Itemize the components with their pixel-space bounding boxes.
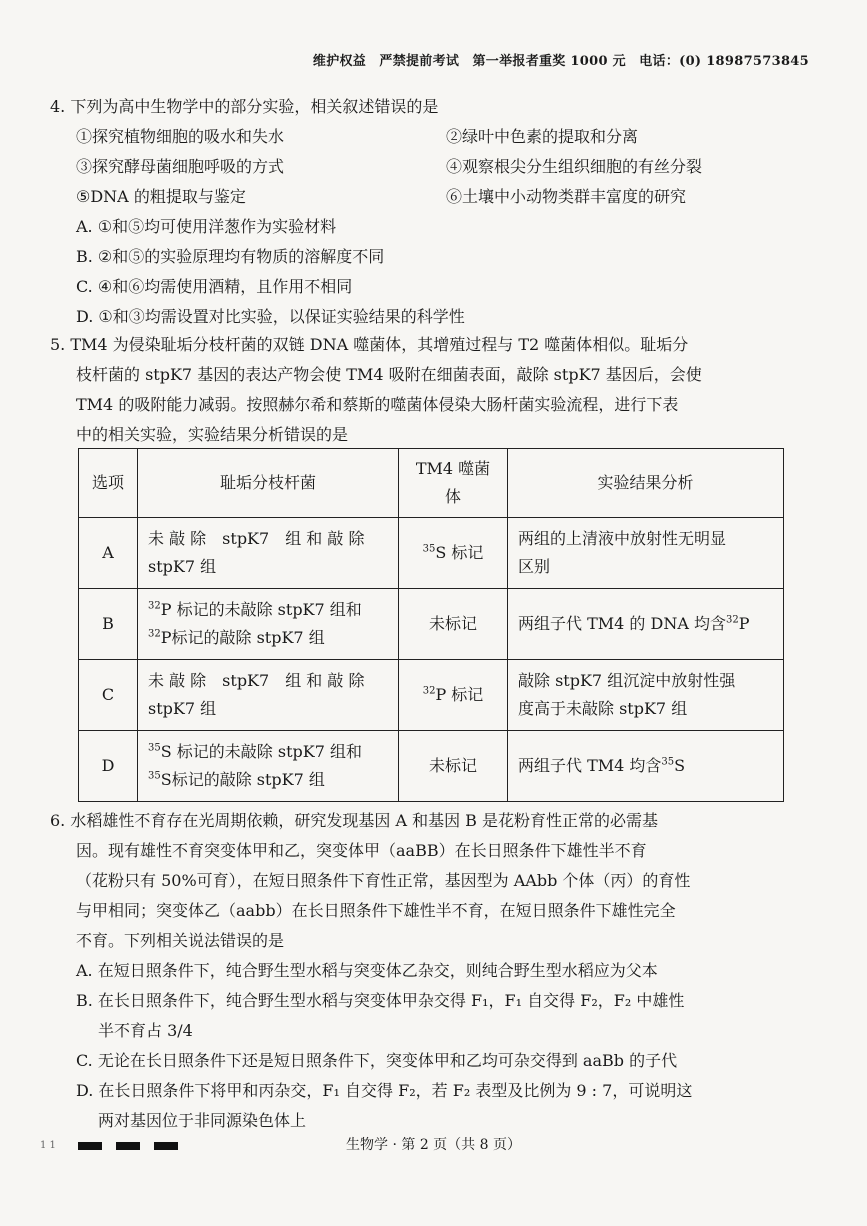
q5-table (78, 448, 784, 802)
table-row (79, 660, 784, 731)
isotope-mass: 35 (148, 770, 161, 782)
row-option: C (79, 660, 138, 731)
isotope-mass: 32 (148, 600, 161, 612)
page-number: 生物学 · 第 2 页（共 8 页） (346, 1137, 521, 1153)
isotope-mass: 32 (725, 614, 739, 626)
bacteria-text: P 标记的未敲除 stpK7 组和 (160, 600, 362, 619)
q5-line-2: 枝杆菌的 stpK7 基因的表达产物会使 TM4 吸附在细菌表面，敲除 stpK7 基因后，会使 (76, 365, 702, 384)
q6-line-1: 6. 水稻雄性不育存在光周期依赖，研究发现基因 A 和基因 B 是花粉育性正常的必需基 (50, 811, 659, 830)
row-analysis (508, 660, 784, 731)
page-footer (0, 1134, 867, 1154)
analysis-line: 敲除 stpK7 组沉淀中放射性强 (518, 671, 736, 690)
row-option: D (79, 731, 138, 802)
analysis-line: 两组的上清液中放射性无明显 (518, 529, 727, 548)
q6-option-d-cont: 两对基因位于非同源染色体上 (98, 1111, 307, 1130)
q5-line-1: 5. TM4 为侵染耻垢分枝杆菌的双链 DNA 噬菌体，其增殖过程与 T2 噬菌体相似。耻垢分 (50, 335, 689, 354)
q4-option-b: B. ②和⑤的实验原理均有物质的溶解度不同 (76, 247, 385, 266)
q4-item-6: ⑥土壤中小动物类群丰富度的研究 (446, 187, 687, 206)
q4-option-c: C. ④和⑥均需使用酒精，且作用不相同 (76, 277, 353, 296)
row-phage (399, 660, 508, 731)
bacteria-line: stpK7 组 (148, 699, 217, 718)
row-phage (399, 518, 508, 589)
q6-line-5: 不育。下列相关说法错误的是 (76, 931, 285, 950)
analysis-line: 度高于未敲除 stpK7 组 (518, 699, 688, 718)
table-row (79, 518, 784, 589)
question-5 (50, 330, 810, 450)
row-bacteria (138, 731, 399, 802)
question-6 (50, 806, 810, 1136)
q4-item-3: ③探究酵母菌细胞呼吸的方式 (76, 157, 285, 176)
row-option: A (79, 518, 138, 589)
row-bacteria (138, 589, 399, 660)
table-header-row (79, 449, 784, 518)
bacteria-line: 未 敲 除 stpK7 组 和 敲 除 (148, 529, 365, 548)
q6-option-a: A. 在短日照条件下，纯合野生型水稻与突变体乙杂交，则纯合野生型水稻应为父本 (76, 961, 658, 980)
th-phage: TM4 噬菌体 (399, 449, 508, 518)
q4-item-5: ⑤DNA 的粗提取与鉴定 (76, 187, 246, 206)
q4-option-a: A. ①和⑤均可使用洋葱作为实验材料 (76, 217, 337, 236)
row-phage: 未标记 (399, 589, 508, 660)
row-bacteria (138, 518, 399, 589)
bacteria-line: 未 敲 除 stpK7 组 和 敲 除 (148, 671, 365, 690)
bacteria-line (148, 596, 388, 624)
q4-item-1: ①探究植物细胞的吸水和失水 (76, 127, 285, 146)
q4-item-2: ②绿叶中色素的提取和分离 (446, 127, 639, 146)
row-bacteria (138, 660, 399, 731)
analysis-line: 区别 (518, 557, 551, 576)
q6-option-b-cont: 半不育占 3/4 (98, 1021, 193, 1040)
bacteria-line (148, 624, 388, 652)
isotope-mass: 35 (422, 543, 436, 555)
bacteria-text: P标记的敲除 stpK7 组 (160, 628, 325, 647)
th-option: 选项 (79, 449, 138, 518)
q6-line-4: 与甲相同；突变体乙（aabb）在长日照条件下雄性半不育，在短日照条件下雄性完全 (76, 901, 676, 920)
q5-line-3: TM4 的吸附能力减弱。按照赫尔希和蔡斯的噬菌体侵染大肠杆菌实验流程，进行下表 (76, 395, 679, 414)
th-bacteria: 耻垢分枝杆菌 (138, 449, 399, 518)
bacteria-line (148, 738, 388, 766)
q6-line-3: （花粉只有 50%可育），在短日照条件下育性正常，基因型为 AAbb 个体（丙）的育性 (76, 871, 691, 890)
footer-dots: 1 1 (40, 1140, 56, 1151)
row-option: B (79, 589, 138, 660)
analysis-text: 两组子代 TM4 的 DNA 均含 (518, 614, 726, 633)
row-analysis (508, 589, 784, 660)
q5-line-4: 中的相关实验，实验结果分析错误的是 (76, 425, 349, 444)
isotope-mass: 32 (148, 628, 161, 640)
phage-label: S 标记 (435, 543, 484, 562)
isotope-mass: 35 (661, 756, 675, 768)
q4-option-d: D. ①和③均需设置对比实验，以保证实验结果的科学性 (76, 307, 465, 326)
row-analysis (508, 518, 784, 589)
phage-label: P 标记 (435, 685, 484, 704)
q4-experiment-list (50, 122, 810, 212)
q6-option-d: D. 在长日照条件下将甲和丙杂交，F₁ 自交得 F₂，若 F₂ 表型及比例为 9 : 7，可说明这 (76, 1081, 693, 1100)
analysis-text: S (674, 756, 686, 775)
bacteria-text: S 标记的未敲除 stpK7 组和 (160, 742, 362, 761)
anti-cheating-notice: 维护权益 严禁提前考试 第一举报者重奖 1000 元 电话：(0) 18987573845 (312, 54, 809, 69)
q4-stem: 4. 下列为高中生物学中的部分实验，相关叙述错误的是 (50, 97, 439, 116)
bacteria-line: stpK7 组 (148, 557, 217, 576)
analysis-text: P (738, 614, 750, 633)
table-row (79, 731, 784, 802)
q6-option-b: B. 在长日照条件下，纯合野生型水稻与突变体甲杂交得 F₁，F₁ 自交得 F₂，F₂ 中雄性 (76, 991, 685, 1010)
q6-line-2: 因。现有雄性不育突变体甲和乙，突变体甲（aaBB）在长日照条件下雄性半不育 (76, 841, 647, 860)
analysis-text: 两组子代 TM4 均含 (518, 756, 662, 775)
bacteria-line (148, 766, 388, 794)
row-phage: 未标记 (399, 731, 508, 802)
th-analysis: 实验结果分析 (508, 449, 784, 518)
isotope-mass: 32 (422, 685, 436, 697)
bacteria-text: S标记的敲除 stpK7 组 (160, 770, 325, 789)
q4-item-4: ④观察根尖分生组织细胞的有丝分裂 (446, 157, 703, 176)
question-4 (50, 92, 810, 332)
isotope-mass: 35 (148, 742, 161, 754)
row-analysis (508, 731, 784, 802)
table-row (79, 589, 784, 660)
q6-option-c: C. 无论在长日照条件下还是短日照条件下，突变体甲和乙均可杂交得到 aaBb 的子代 (76, 1051, 678, 1070)
